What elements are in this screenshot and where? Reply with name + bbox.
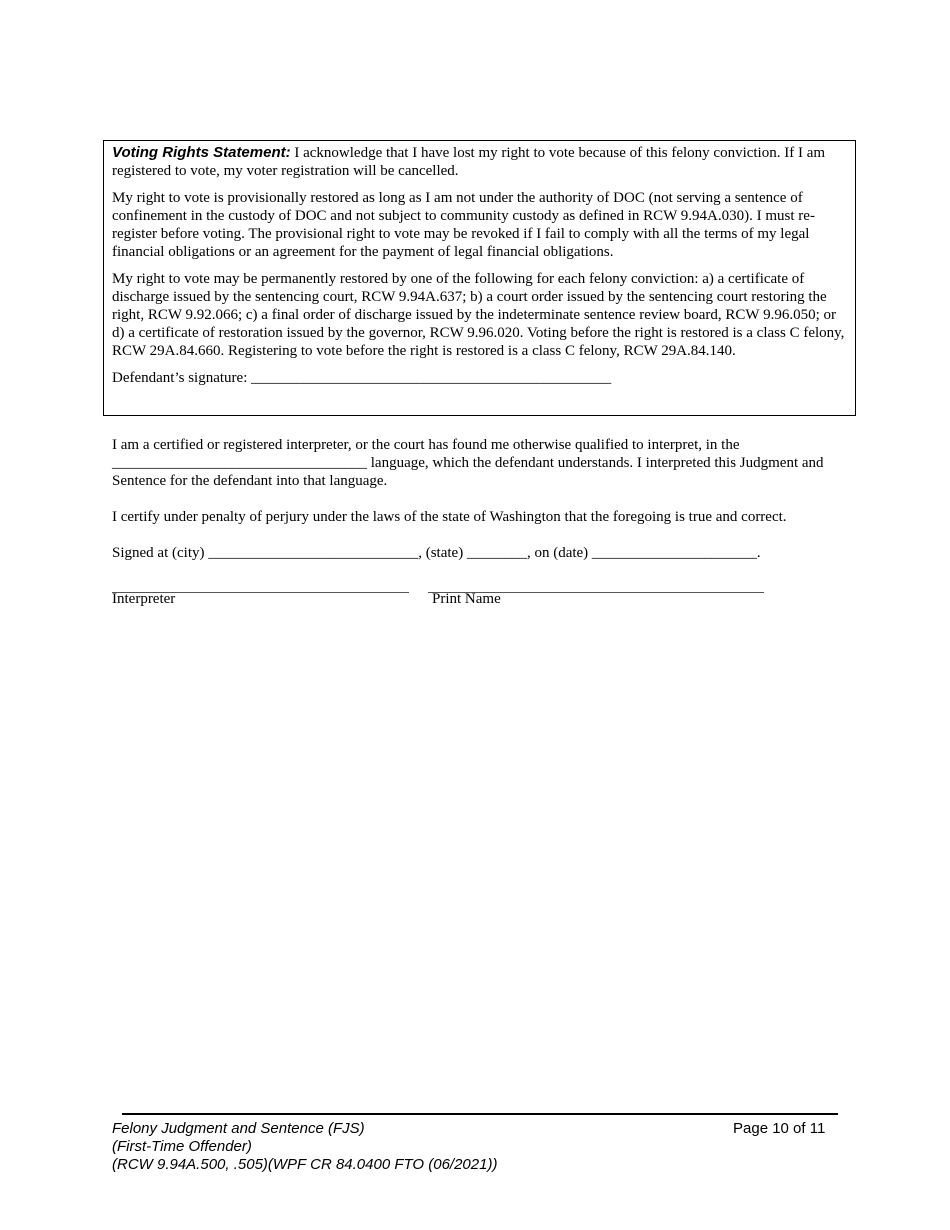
voting-rights-title: Voting Rights Statement: <box>112 144 291 161</box>
signed-at-line[interactable]: Signed at (city) ____________________________, (state) ________, on (date) ______________________. <box>112 545 761 561</box>
footer-form-info <box>112 1120 497 1174</box>
voting-rights-intro <box>112 144 846 180</box>
perjury-certification: I certify under penalty of perjury under the laws of the state of Washington that the foregoing is true and correct. <box>112 509 787 525</box>
footer-form-title: Felony Judgment and Sentence (FJS) <box>112 1120 365 1137</box>
footer-form-subtitle: (First-Time Offender) <box>112 1138 252 1155</box>
interpreter-statement: I am a certified or registered interpreter, or the court has found me otherwise qualified to interpret, in the __________________________________ language, which the defendant understands. I interpreted this Judgment and Sentence for the defendant into that language. <box>112 437 824 489</box>
voting-rights-permanent-paragraph: My right to vote may be permanently restored by one of the following for each felony conviction: a) a certificate of discharge issued by the sentencing court, RCW 9.94A.637; b) a court order issued by the sentencing court restoring the right, RCW 9.92.066; c) a final order of discharge issued by the indeterminate sentence review board, RCW 9.96.050; or d) a certificate of restoration issued by the governor, RCW 9.96.020. Voting before the right is restored is a class C felony, RCW 29A.84.660. Registering to vote before the right is restored is a class C felony, RCW 29A.84.140. <box>112 271 845 359</box>
page-number: Page 10 of 11 <box>733 1120 826 1137</box>
voting-rights-box <box>103 140 856 416</box>
interpreter-label: Interpreter <box>112 591 176 607</box>
footer-form-citation: (RCW 9.94A.500, .505)(WPF CR 84.0400 FTO (06/2021)) <box>112 1156 498 1173</box>
voting-rights-intro-text: I acknowledge that I have lost my right to vote because of this felony conviction. If I am registered to vote, my voter registration will be cancelled. <box>112 145 826 179</box>
voting-rights-provisional-paragraph: My right to vote is provisionally restored as long as I am not under the authority of DOC (not serving a sentence of confinement in the custody of DOC and not subject to community custody as defined in RCW 9.94A.030). I must re-register before voting. The provisional right to vote may be revoked if I fail to comply with all the terms of my legal financial obligations or an agreement for the payment of legal financial obligations. <box>112 190 815 260</box>
print-name-label: Print Name <box>432 591 501 607</box>
defendant-signature-line[interactable]: Defendant’s signature: ________________________________________________ <box>112 370 612 386</box>
footer-divider <box>122 1113 838 1115</box>
